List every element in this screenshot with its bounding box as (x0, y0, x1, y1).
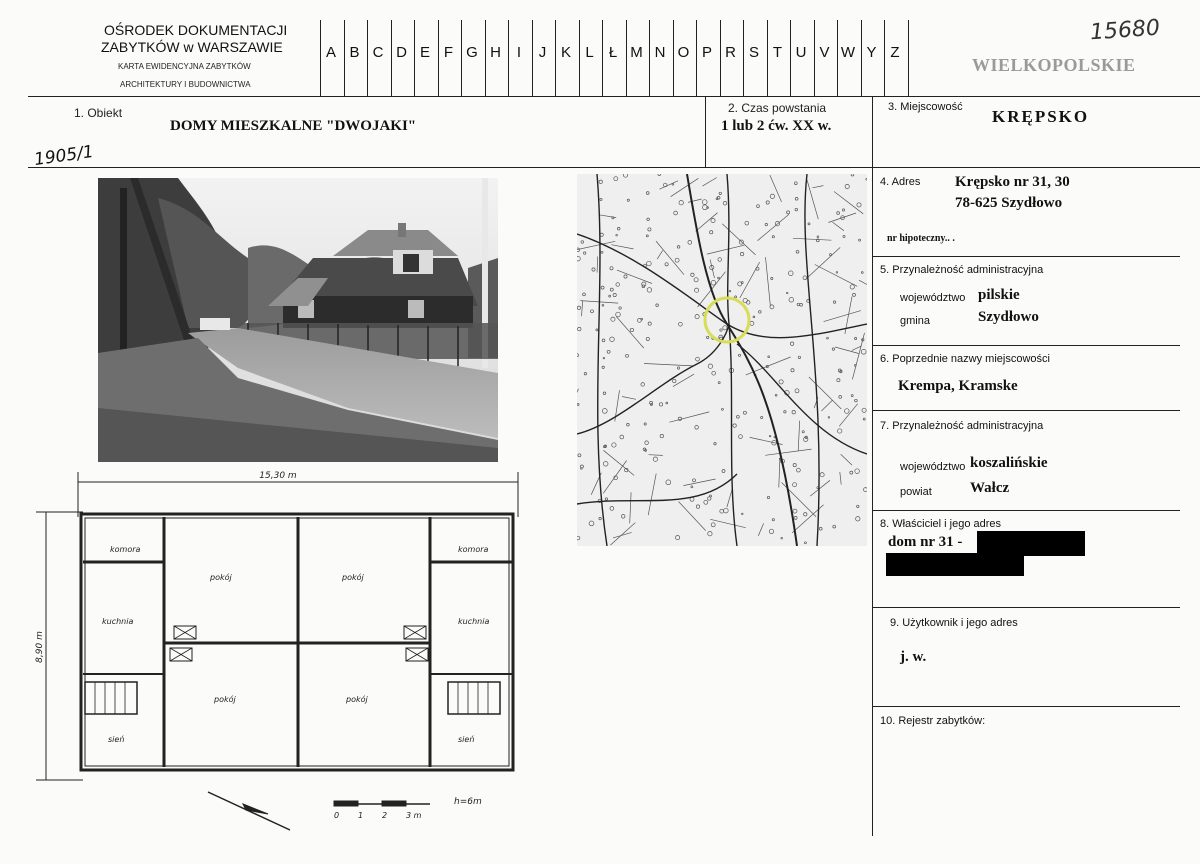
building-photo (98, 178, 498, 462)
user-value: j. w. (900, 649, 927, 665)
object-name: DOMY MIESZKALNE "DWOJAKI" (170, 118, 417, 134)
alphabet-letter-Y: Y (866, 44, 877, 61)
alphabet-letter-E: E (419, 44, 430, 61)
alphabet-separator (720, 20, 721, 96)
admin-current-label: 5. Przynależność administracyjna (880, 264, 1044, 276)
field8-line (872, 607, 1180, 608)
card-type-line1: KARTA EWIDENCYJNA ZABYTKÓW (118, 62, 251, 71)
room-label: sień (458, 735, 475, 744)
alphabet-separator (673, 20, 674, 96)
registry-label: 10. Rejestr zabytków: (880, 715, 986, 727)
alphabet-letter-Z: Z (890, 44, 900, 61)
alphabet-separator (367, 20, 368, 96)
plan-height-note: h=6m (454, 797, 482, 807)
alphabet-letter-O: O (677, 44, 690, 61)
plan-width-dimension: 15,30 m (259, 471, 297, 481)
period-label: 2. Czas powstania (728, 101, 827, 115)
alphabet-separator (579, 20, 580, 96)
field5-line (872, 345, 1180, 346)
alphabet-separator (908, 20, 909, 96)
room-label: sień (108, 735, 125, 744)
alphabet-separator (861, 20, 862, 96)
alphabet-letter-P: P (701, 44, 712, 61)
former-voivodeship-label: województwo (900, 461, 966, 473)
location-map (577, 174, 867, 546)
former-names-label: 6. Poprzednie nazwy miejscowości (880, 353, 1050, 365)
alphabet-letter-M: M (630, 44, 643, 61)
alphabet-letter-K: K (560, 44, 571, 61)
institution-name-line1: OŚRODEK DOKUMENTACJI (104, 22, 288, 38)
alphabet-separator (696, 20, 697, 96)
room-label: pokój (342, 573, 364, 582)
alphabet-separator (320, 20, 321, 96)
alphabet-letter-S: S (748, 44, 759, 61)
institution-name-line2: ZABYTKÓW w WARSZAWIE (101, 39, 283, 55)
alphabet-letter-J: J (538, 44, 547, 61)
alphabet-separator (461, 20, 462, 96)
alphabet-letter-W: W (840, 44, 856, 61)
region-stamp: WIELKOPOLSKIE (972, 55, 1136, 75)
scale-label: 2 (382, 811, 388, 820)
commune-value: Szydłowo (978, 309, 1039, 325)
field4-line (872, 256, 1180, 257)
voivodeship-label: województwo (900, 292, 966, 304)
field6-line (872, 410, 1180, 411)
header-divider (28, 96, 1200, 97)
alphabet-separator (414, 20, 415, 96)
alphabet-letter-V: V (819, 44, 830, 61)
alphabet-separator (532, 20, 533, 96)
alphabet-letter-C: C (372, 44, 384, 61)
alphabet-separator (814, 20, 815, 96)
alphabet-letter-F: F (443, 44, 454, 61)
room-label: komora (458, 545, 489, 554)
alphabet-separator (767, 20, 768, 96)
address-line1: Krępsko nr 31, 30 (955, 174, 1070, 190)
alphabet-separator (555, 20, 556, 96)
mortgage-number-label: nr hipoteczny.. . (887, 233, 955, 244)
alphabet-letter-A: A (325, 44, 336, 61)
catalog-number-handwritten: 15680 (1089, 15, 1161, 46)
voivodeship-value: pilskie (978, 287, 1020, 303)
owner-label: 8. Właściciel i jego adres (880, 518, 1002, 530)
address-line2: 78-625 Szydłowo (955, 195, 1063, 211)
district-label: powiat (900, 486, 932, 498)
alphabet-letter-U: U (795, 44, 807, 61)
owner-value: dom nr 31 - (888, 534, 963, 550)
address-label: 4. Adres (880, 176, 921, 188)
alphabet-separator (438, 20, 439, 96)
room-label: pokój (214, 695, 236, 704)
handwritten-code: 1905/1 (32, 141, 95, 171)
former-voivodeship-value: koszalińskie (970, 455, 1048, 471)
locality-label: 3. Miejscowość (888, 101, 963, 113)
alphabet-letter-I: I (516, 44, 522, 61)
admin-former-label: 7. Przynależność administracyjna (880, 420, 1044, 432)
alphabet-separator (649, 20, 650, 96)
commune-label: gmina (900, 315, 930, 327)
object-label: 1. Obiekt (74, 106, 123, 120)
alphabet-letter-G: G (466, 44, 478, 61)
room-label: pokój (346, 695, 368, 704)
field9-line (872, 706, 1180, 707)
alphabet-separator (602, 20, 603, 96)
scale-label: 1 (358, 811, 364, 820)
district-value: Wałcz (970, 480, 1010, 496)
alphabet-separator (485, 20, 486, 96)
alphabet-separator (884, 20, 885, 96)
scale-label: 0 (334, 811, 340, 820)
floor-plan (28, 462, 528, 838)
alphabet-letter-L: L (585, 44, 594, 61)
row1-divider-a (705, 96, 706, 167)
room-label: kuchnia (458, 617, 490, 626)
row1-bottom-line (28, 167, 1200, 168)
card-type-line2: ARCHITEKTURY I BUDOWNICTWA (120, 80, 251, 89)
alphabet-letter-R: R (725, 44, 736, 61)
period-value: 1 lub 2 ćw. XX w. (721, 118, 832, 134)
alphabet-separator (837, 20, 838, 96)
alphabet-separator (344, 20, 345, 96)
alphabet-separator (508, 20, 509, 96)
map-texture-line (597, 257, 598, 273)
alphabet-separator (626, 20, 627, 96)
alphabet-letter-H: H (490, 44, 501, 61)
alphabet-separator (790, 20, 791, 96)
plan-depth-dimension: 8,90 m (35, 631, 45, 663)
room-label: kuchnia (102, 617, 134, 626)
alphabet-separator (743, 20, 744, 96)
locality-value: KRĘPSKO (992, 107, 1090, 126)
room-label: komora (110, 545, 141, 554)
redaction-bar-2 (886, 553, 1024, 576)
alphabet-separator (391, 20, 392, 96)
user-label: 9. Użytkownik i jego adres (890, 617, 1018, 629)
alphabet-letter-B: B (349, 44, 360, 61)
alphabet-letter-D: D (396, 44, 407, 61)
former-names-value: Krempa, Kramske (898, 378, 1018, 394)
scale-label: 3 m (406, 811, 422, 820)
field7-line (872, 510, 1180, 511)
alphabet-letter-Ł: Ł (608, 44, 618, 61)
alphabet-letter-T: T (772, 44, 783, 61)
room-label: pokój (210, 573, 232, 582)
right-column-divider (872, 96, 873, 836)
alphabet-letter-N: N (654, 44, 666, 61)
